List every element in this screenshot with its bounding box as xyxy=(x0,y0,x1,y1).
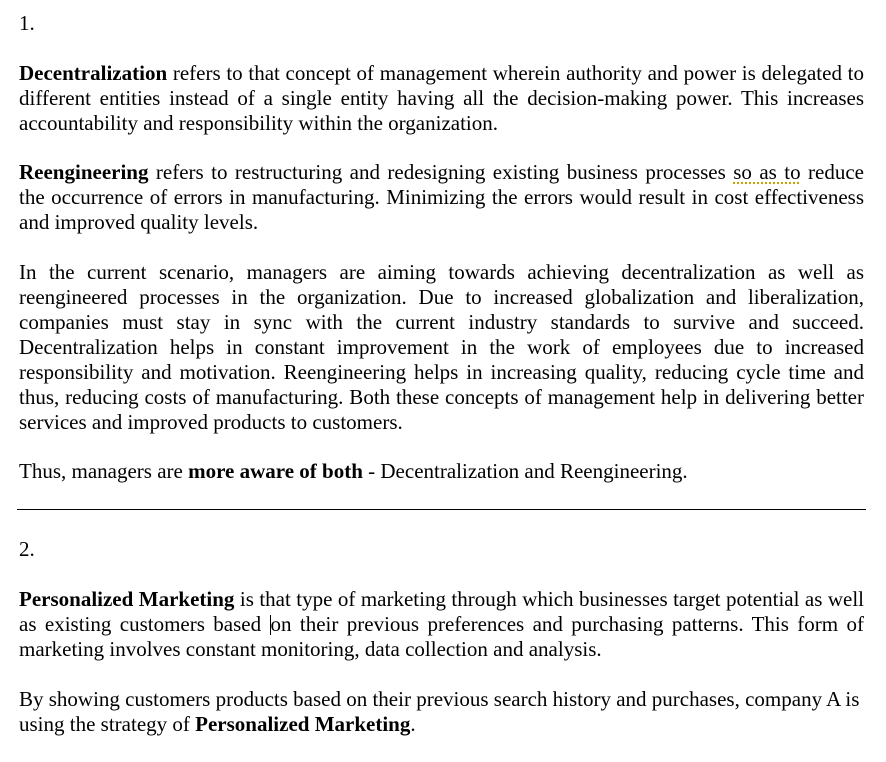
conclusion-text-a: Thus, managers are xyxy=(19,459,189,483)
reengineering-term: Reengineering xyxy=(19,160,149,184)
personalized-marketing-text-a: is that type of marketing through which businesses target potential as well as existing customers based xyxy=(19,587,864,636)
decentralization-paragraph xyxy=(19,61,864,136)
conclusion-bold: more aware of both xyxy=(188,459,363,483)
reengineering-paragraph xyxy=(19,160,864,235)
company-a-paragraph xyxy=(19,687,864,737)
reengineering-text-b: reduce the occurrence of errors in manufacturing. Minimizing the errors would result in cost effectiveness and improved quality levels. xyxy=(19,160,864,234)
section-divider xyxy=(17,509,866,510)
section-1-number: 1. xyxy=(19,11,35,35)
decentralization-term: Decentralization xyxy=(19,61,168,85)
section-2-number: 2. xyxy=(19,537,35,561)
personalized-marketing-paragraph xyxy=(19,587,864,662)
decentralization-definition: refers to that concept of management wherein authority and power is delegated to different entities instead of a single entity having all the decision-making power. This increases accountability and responsibility within the organization. xyxy=(19,61,864,135)
personalized-marketing-term: Personalized Marketing xyxy=(19,587,235,611)
current-scenario-paragraph: In the current scenario, managers are aiming towards achieving decentralization as well as reengineered processes in the organization. Due to increased globalization and liberalization, companies must stay in sync with the current industry standards to survive and succeed. Decentralization helps in constant improvement in the work of employees due to increased responsibility and motivation. Reengineering helps in increasing quality, reducing cycle time and thus, reducing costs of manufacturing. Both these concepts of management help in delivering better services and improved products to customers. xyxy=(19,260,864,434)
personalized-marketing-text-b: on their previous preferences and purchasing patterns. This form of marketing involves constant monitoring, data collection and analysis. xyxy=(19,612,864,661)
reengineering-text-a: refers to restructuring and redesigning existing business processes xyxy=(148,160,734,184)
company-a-text-a: By showing customers products based on their previous search history and purchases, company A is using the strategy of xyxy=(19,687,860,736)
conclusion-paragraph xyxy=(19,459,864,484)
company-a-text-b: . xyxy=(410,712,416,736)
company-a-bold: Personalized Marketing xyxy=(195,712,411,736)
grammar-flagged-phrase[interactable]: so as to xyxy=(733,160,801,184)
conclusion-text-b: - Decentralization and Reengineering. xyxy=(362,459,688,483)
